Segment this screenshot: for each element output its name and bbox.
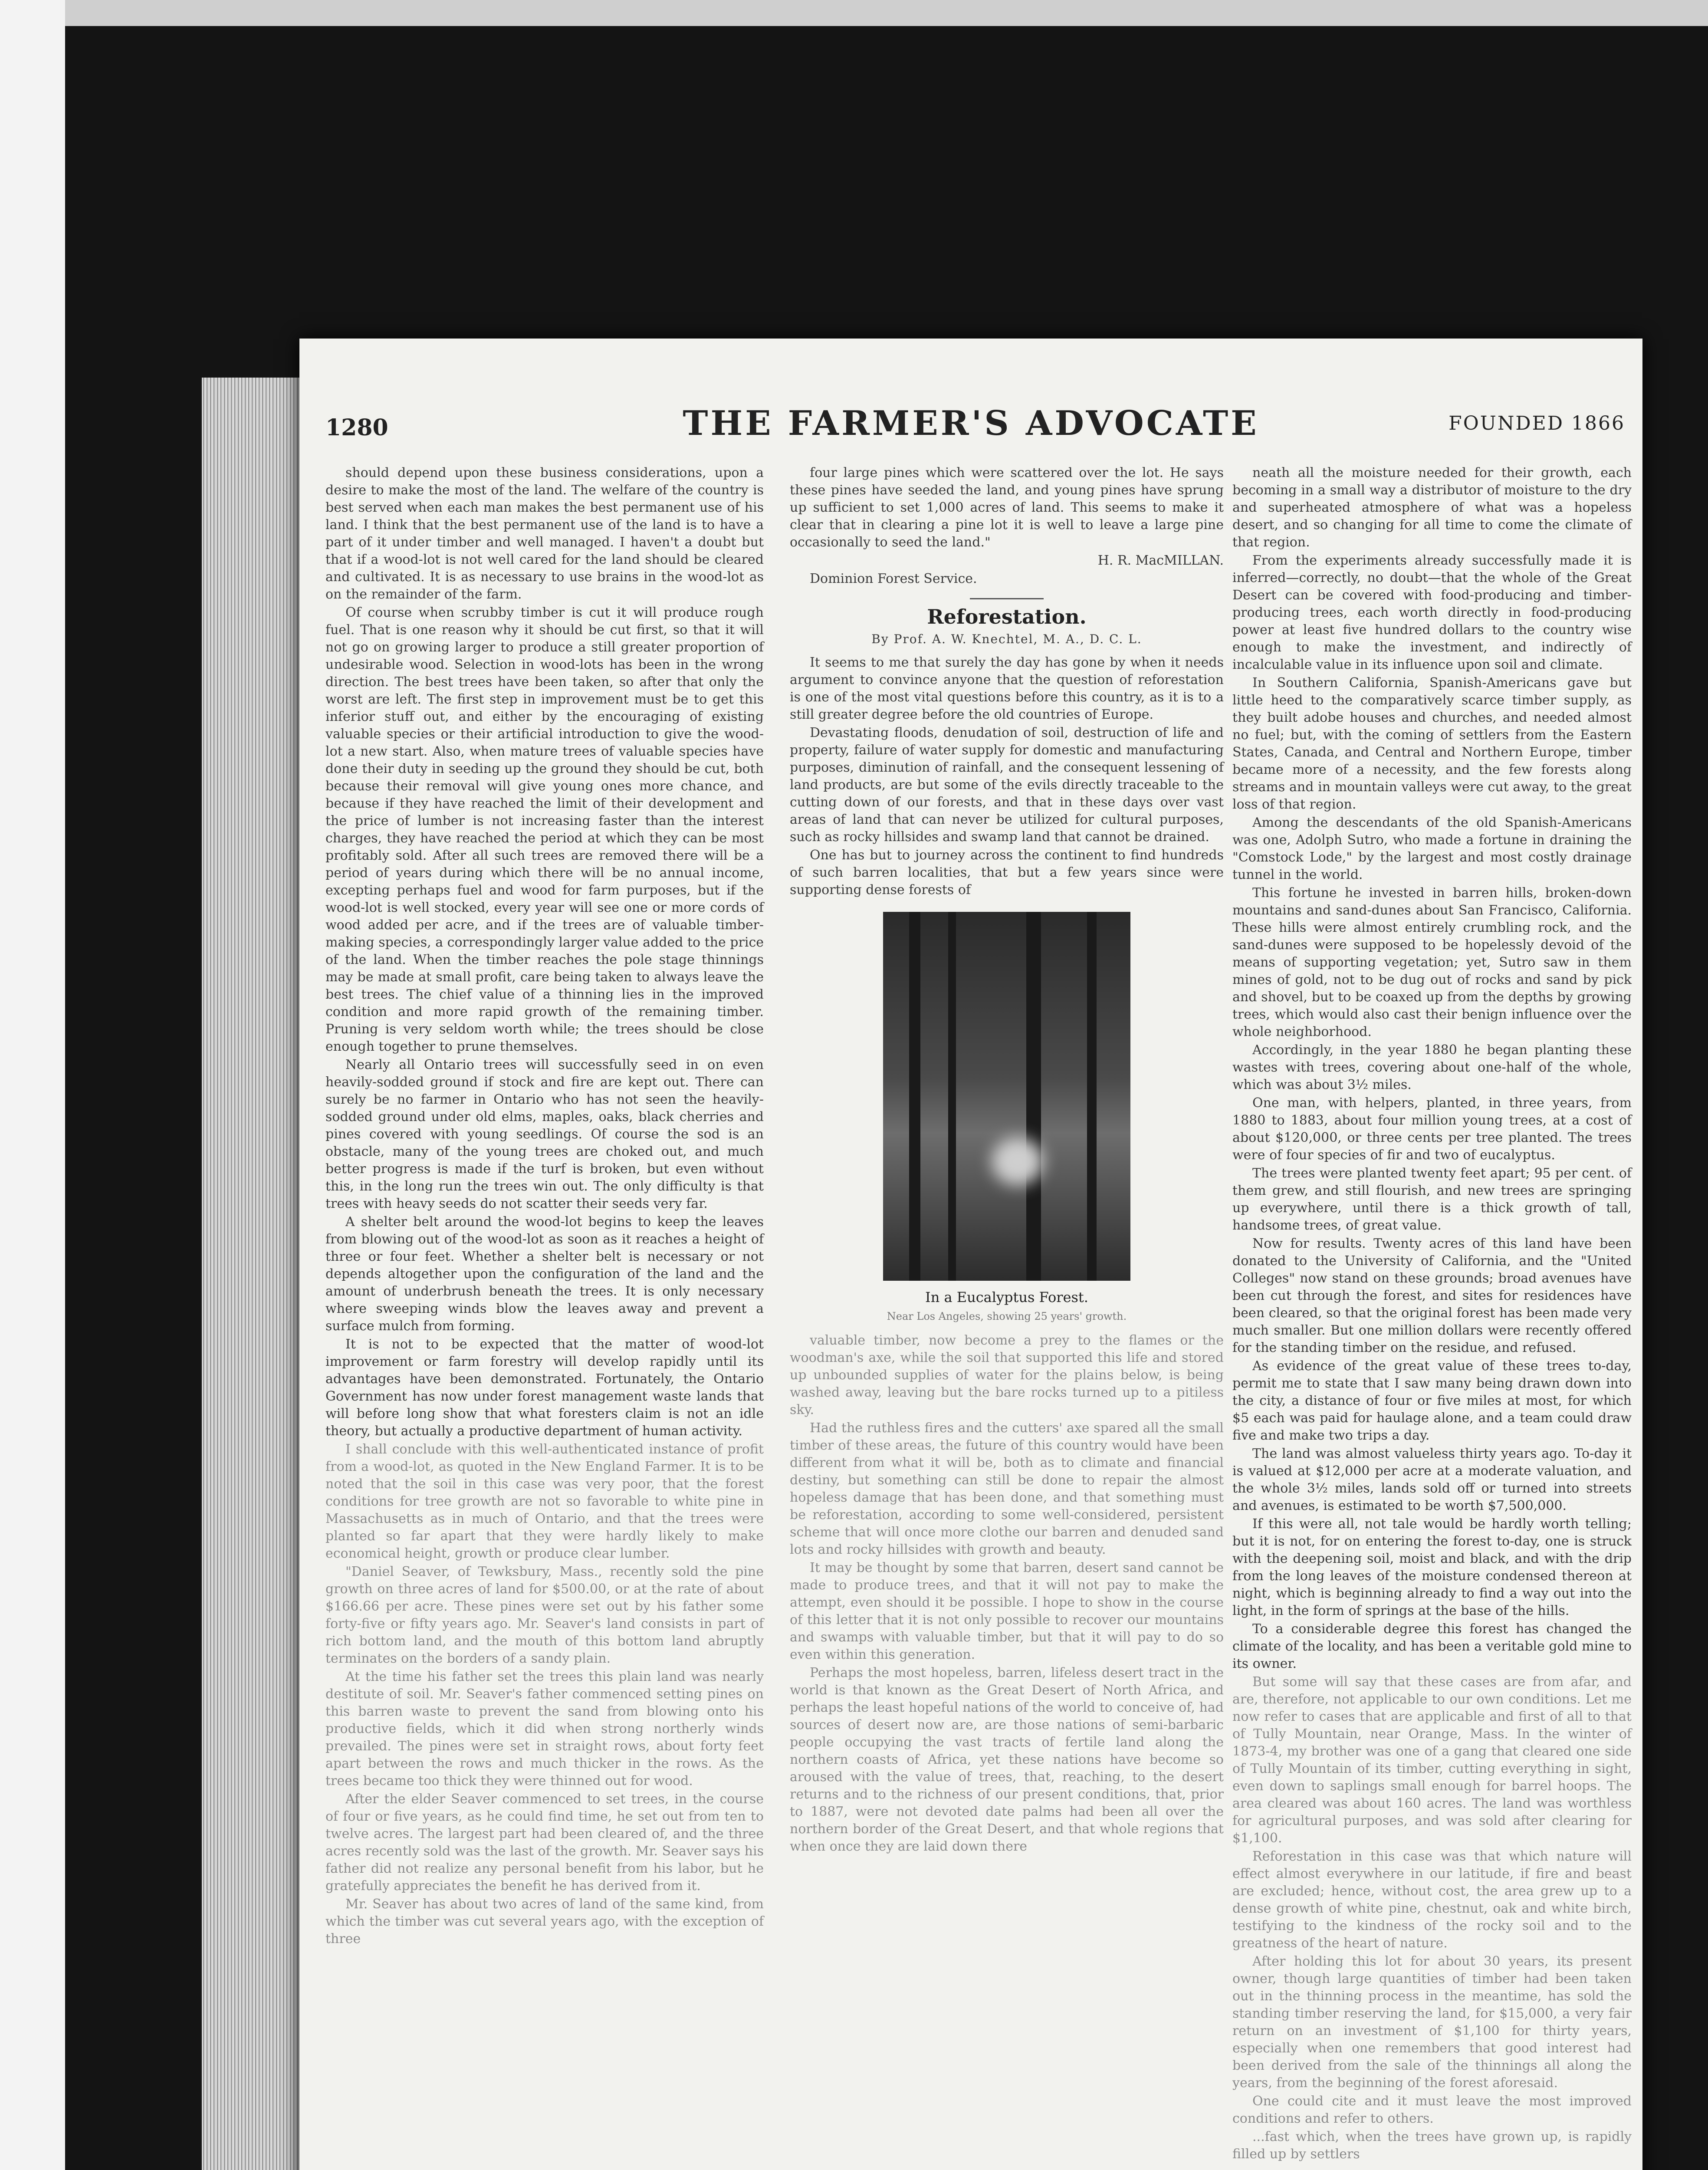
paragraph: Perhaps the most hopeless, barren, lifeless desert tract in the world is that known as the Great Desert of North Africa, and perhaps the least hopeful nations of the world to conceive of, had sources of desert now are, are those nations of semi-barbaric people occupying the vast tracts of fertile land along the northern coasts of Africa, yet these nations have become so aroused with the value of trees, that, reaching, to the desert returns and to the richness of our present conditions, that, prior to 1887, were not devoted date palms had been all over the northern border of the Great Desert, and that whole regions that when once they are laid down there — [790, 1665, 1224, 1854]
paragraph: Accordingly, in the year 1880 he began planting these wastes with trees, covering about one-half of the whole, which was about 3½ miles. — [1232, 1042, 1632, 1092]
paragraph: Reforestation in this case was that which nature will effect almost everywhere in our latitude, if fire and beast are excluded; hence, without cost, the area grew up to a dense growth of white pine, chestnut, oak and white birch, testifying to the kindness of the rocky soil and to the greatness of the heart of nature. — [1232, 1849, 1632, 1951]
author-department: Dominion Forest Service. — [810, 571, 977, 586]
paragraph: Mr. Seaver has about two acres of land of the same kind, from which the timber was cut several years ago, with the exception of three — [325, 1897, 764, 1946]
paragraph: four large pines which were scattered over the lot. He says these pines have seeded the land, and young pines have sprung up sufficient to set 1,000 acres of land. This seems to make it clear that in clearing a pine lot it is well to leave a large pine occasionally to seed the land." — [790, 465, 1224, 550]
paragraph: One man, with helpers, planted, in three years, from 1880 to 1883, about four million young trees, at a cost of about $120,000, or three cents per tree planted. The trees were of four species of fir and two of eucalyptus. — [1232, 1095, 1632, 1163]
paragraph: It is not to be expected that the matter of wood-lot improvement or farm forestry will develop rapidly until its advantages have been demonstrated. Fortunately, the Ontario Government has now under forest management waste lands that will before long show that what foresters claim is not an idle theory, but actually a productive department of human activity. — [325, 1337, 764, 1439]
running-head — [299, 339, 1642, 443]
paragraph: It may be thought by some that barren, desert sand cannot be made to produce trees, and that it will not pay to make the attempt, even should it be possible. I hope to show in the course of this letter that it is not only possible to recover our mountains and swamps with valuable timber, but that it will pay to do so even within this generation. — [790, 1560, 1224, 1662]
paragraph: After the elder Seaver commenced to set trees, in the course of four or five years, as he could find time, he set out from ten to twelve acres. The largest part had been cleared of, and the three acres recently sold was the last of the growth. Mr. Seaver says his father did not realize any personal benefit from his labor, but he gratefully appreciates the benefit he has derived from it. — [325, 1792, 764, 1894]
photo-caption: In a Eucalyptus Forest. — [925, 1289, 1088, 1305]
paragraph: "Daniel Seaver, of Tewksbury, Mass., recently sold the pine growth on three acres of land for $500.00, or at the rate of about $166.66 per acre. These pines were set out by his father some forty-five or fifty years ago. Mr. Seaver's land consists in part of rich bottom land, and the mouth of this bottom land abruptly terminates on the borders of a sandy plain. — [325, 1564, 764, 1666]
paragraph: As evidence of the great value of these trees to-day, permit me to state that I saw many being drawn down into the city, a distance of four or five miles at most, for which $5 each was paid for haulage alone, and a team could draw five and make two trips a day. — [1232, 1358, 1632, 1443]
article-byline: By Prof. A. W. Knechtel, M. A., D. C. L. — [871, 632, 1142, 646]
masthead-title: THE FARMER'S ADVOCATE — [683, 404, 1259, 443]
paragraph: It seems to me that surely the day has gone by when it needs argument to convince anyone that the question of reforestation is one of the most vital questions before this country, as it is to a still greater degree before the old countries of Europe. — [790, 655, 1224, 722]
paragraph: After holding this lot for about 30 years, its present owner, though large quantities of timber had been taken out in the thinning process in the meantime, has sold the standing timber reserving the land, for $15,000, a very fair return on an investment of $1,100 for thirty years, especially when one remembers that good interest had been derived from the sale of the thinnings all along the years, from the beginning of the forest aforesaid. — [1232, 1954, 1632, 2091]
paragraph: To a considerable degree this forest has changed the climate of the locality, and has been a veritable gold mine to its owner. — [1232, 1621, 1632, 1671]
paragraph: Of course when scrubby timber is cut it will produce rough fuel. That is one reason why it should be cut first, so that it will not go on growing larger to produce a still greater proportion of undesirable wood. Selection in wood-lots has been in the wrong direction. The best trees have been taken, so after that only the worst are left. The first step in improvement must be to get this inferior stuff out, and either by the encouraging of existing valuable species or their artificial introduction to give the wood-lot a new start. Also, when mature trees of valuable species have done their duty in seeding up the ground they should be cut, both because their removal will give young ones more chance, and because if they have reached the limit of their development and the price of lumber is not increasing faster than the interest charges, they have reached the period at which they can be most profitably sold. After all such trees are removed there will be a period of years during which there will be no annual income, excepting perhaps fuel and wood for farm purposes, but if the wood-lot is well stocked, every year will see one or more cords of wood added per acre, and if the trees are of valuable timber-making species, a correspondingly larger value added to the price of the land. When the timber reaches the pole stage thinnings may be made at small profit, care being taken to always leave the best trees. The chief value of a thinning lies in the improved condition and more rapid growth of the remaining timber. Pruning is very seldom worth while; the trees should be close enough together to prune themselves. — [325, 605, 764, 1054]
paragraph: neath all the moisture needed for their growth, each becoming in a small way a distributor of moisture to the dry and superheated atmosphere of what was a hopeless desert, and so changing for all time to come the climate of that region. — [1232, 465, 1632, 550]
column-2 — [790, 464, 1224, 1855]
paragraph: Among the descendants of the old Spanish-Americans was one, Adolph Sutro, who made a fortune in draining the "Comstock Lode," by the largest and most costly drainage tunnel in the world. — [1232, 815, 1632, 882]
paragraph: One could cite and it must leave the most improved conditions and refer to others. — [1232, 2094, 1632, 2126]
paragraph: This fortune he invested in barren hills, broken-down mountains and sand-dunes about San Francisco, California. These hills were almost entirely crumbling rock, and the sand-dunes were supposed to be hopelessly devoid of the means of supporting vegetation; yet, Sutro saw in them mines of gold, not to be dug out of rocks and sand by pick and shovel, but to be coaxed up from the depths by growing trees, which would also cast their benign influence over the whole neighborhood. — [1232, 885, 1632, 1039]
founded-note: FOUNDED 1866 — [1449, 412, 1625, 434]
scan-margin — [0, 0, 65, 2170]
paragraph: If this were all, not tale would be hardly worth telling; but it is not, for on entering the forest to-day, one is struck with the deepening soil, moist and black, and with the drip from the long leaves of the moisture condensed thereon at night, which is beginning already to find a way out into the light, in the form of springs at the base of the hills. — [1232, 1516, 1632, 1618]
newspaper-page — [299, 339, 1642, 2170]
paragraph: I shall conclude with this well-authenticated instance of profit from a wood-lot, as quoted in the New England Farmer. It is to be noted that the soil in this case was very poor, that the forest conditions for tree growth are not so favorable to white pine in Massachusetts as in much of Ontario, and that the trees were planted so far apart that they were hardly likely to make economical height, growth or produce clear lumber. — [325, 1442, 764, 1561]
paragraph: The land was almost valueless thirty years ago. To-day it is valued at $12,000 per acre at a moderate valuation, and the whole 3½ miles, lands sold off or turned into streets and avenues, is estimated to be worth $7,500,000. — [1232, 1446, 1632, 1513]
paragraph: A shelter belt around the wood-lot begins to keep the leaves from blowing out of the wood-lot as soon as it reaches a height of three or four feet. Whether a shelter belt is necessary or not depends altogether upon the configuration of the land and the amount of underbrush beneath the trees. It is only necessary where sweeping winds blow the leaves away and prevent a surface mulch from forming. — [325, 1214, 764, 1334]
paragraph: Nearly all Ontario trees will successfully seed in on even heavily-sodded ground if stock and fire are kept out. There can surely be no farmer in Ontario who has not seen the heavily-sodded ground under old elms, maples, oaks, black cherries and pines covered with young seedlings. Of course the sod is an obstacle, many of the young trees are choked out, and much better progress is made if the turf is broken, but even without this, in the long run the trees win out. The only difficulty is that trees with heavy seeds do not scatter their seeds very far. — [325, 1057, 764, 1211]
page-number: 1280 — [325, 414, 388, 441]
eucalyptus-forest-photo — [883, 912, 1130, 1281]
paragraph: At the time his father set the trees this plain land was nearly destitute of soil. Mr. Seaver's father commenced setting pines on this barren waste to prevent the sand from blowing onto his productive fields, which it did when strong northerly winds prevailed. The pines were set in straight rows, about forty feet apart between the rows and much thicker in the rows. As the trees became too thick they were thinned out for wood. — [325, 1669, 764, 1789]
paragraph: From the experiments already successfully made it is inferred—correctly, no doubt—that the whole of the Great Desert can be covered with food-producing and timber-producing trees, each worth directly in food-producing power at least five hundred dollars to the country wise enough to make the investment, and indirectly of incalculable value in its influence upon soil and climate. — [1232, 553, 1632, 672]
paragraph: Had the ruthless fires and the cutters' axe spared all the small timber of these areas, the future of this country would have been different from what it will be, both as to climate and financial destiny, but something can still be done to repair the almost hopeless damage that has been done, and that something must be reforestation, according to some well-considered, persistent scheme that will once more clothe our barren and denuded sand lots and rocky hillsides with growth and beauty. — [790, 1420, 1224, 1557]
book-page-edges — [202, 378, 302, 2170]
column-1 — [325, 464, 764, 1948]
paragraph: The trees were planted twenty feet apart; 95 per cent. of them grew, and still flourish, and new trees are springing up everywhere, until there is a thick growth of tall, handsome trees, of great value. — [1232, 1166, 1632, 1233]
paragraph: In Southern California, Spanish-Americans gave but little heed to the comparatively scarce timber supply, as they built adobe houses and churches, and needed almost no fuel; but, with the coming of settlers from the Eastern States, Canada, and Central and Northern Europe, timber became more of a necessity, and the few forests along streams and in mountain valleys were cut away, to the great loss of that region. — [1232, 675, 1632, 812]
author-signature: H. R. MacMILLAN. — [1097, 553, 1224, 568]
column-3 — [1232, 464, 1632, 2163]
paragraph: Devastating floods, denudation of soil, destruction of life and property, failure of water supply for domestic and manufacturing purposes, diminution of rainfall, and the consequent lessening of land products, are but some of the evils directly traceable to the cutting down of our forests, and that in these days over vast areas of land that can never be utilized for cultural purposes, such as rocky hillsides and swamp land that cannot be drained. — [790, 725, 1224, 845]
paragraph: should depend upon these business considerations, upon a desire to make the most of the land. The welfare of the country is best served when each man makes the best permanent use of his land. I think that the best permanent use of the land is to have a part of it under timber and well managed. I haven't a doubt but that if a wood-lot is not well cared for the land should be cleared and cultivated. It is as necessary to use brains in the wood-lot as on the remainder of the farm. — [325, 465, 764, 602]
paragraph: But some will say that these cases are from afar, and are, therefore, not applicable to our own conditions. Let me now refer to cases that are applicable and first of all to that of Tully Mountain, near Orange, Mass. In the winter of 1873-4, my brother was one of a gang that cleared one side of Tully Mountain of its timber, cutting everything in sight, even down to saplings small enough for barrel hoops. The area cleared was about 160 acres. The land was worthless for agricultural purposes, and was sold after clearing for $1,100. — [1232, 1674, 1632, 1846]
paragraph: valuable timber, now become a prey to the flames or the woodman's axe, while the soil that supported this life and stored up unbounded supplies of water for the plains below, is being washed away, leaving but the bare rocks turned up to a pitiless sky. — [790, 1333, 1224, 1417]
scan-top-band — [65, 0, 1708, 26]
paragraph: Now for results. Twenty acres of this land have been donated to the University of California, and the "United Colleges" now stand on these grounds; broad avenues have been cut through the forest, and sites for residences have been cleared, so that the original forest has been made very much smaller. But one million dollars were recently offered for the standing timber on the residue, and refused. — [1232, 1236, 1632, 1355]
photo-subcaption: Near Los Angeles, showing 25 years' growth. — [887, 1310, 1127, 1322]
article-title: Reforestation. — [927, 605, 1087, 628]
paragraph: ...fast which, when the trees have grown up, is rapidly filled up by settlers — [1232, 2129, 1632, 2162]
section-rule — [970, 598, 1044, 599]
paragraph: One has but to journey across the continent to find hundreds of such barren localities, that but a few years since were supporting dense forests of — [790, 848, 1224, 898]
